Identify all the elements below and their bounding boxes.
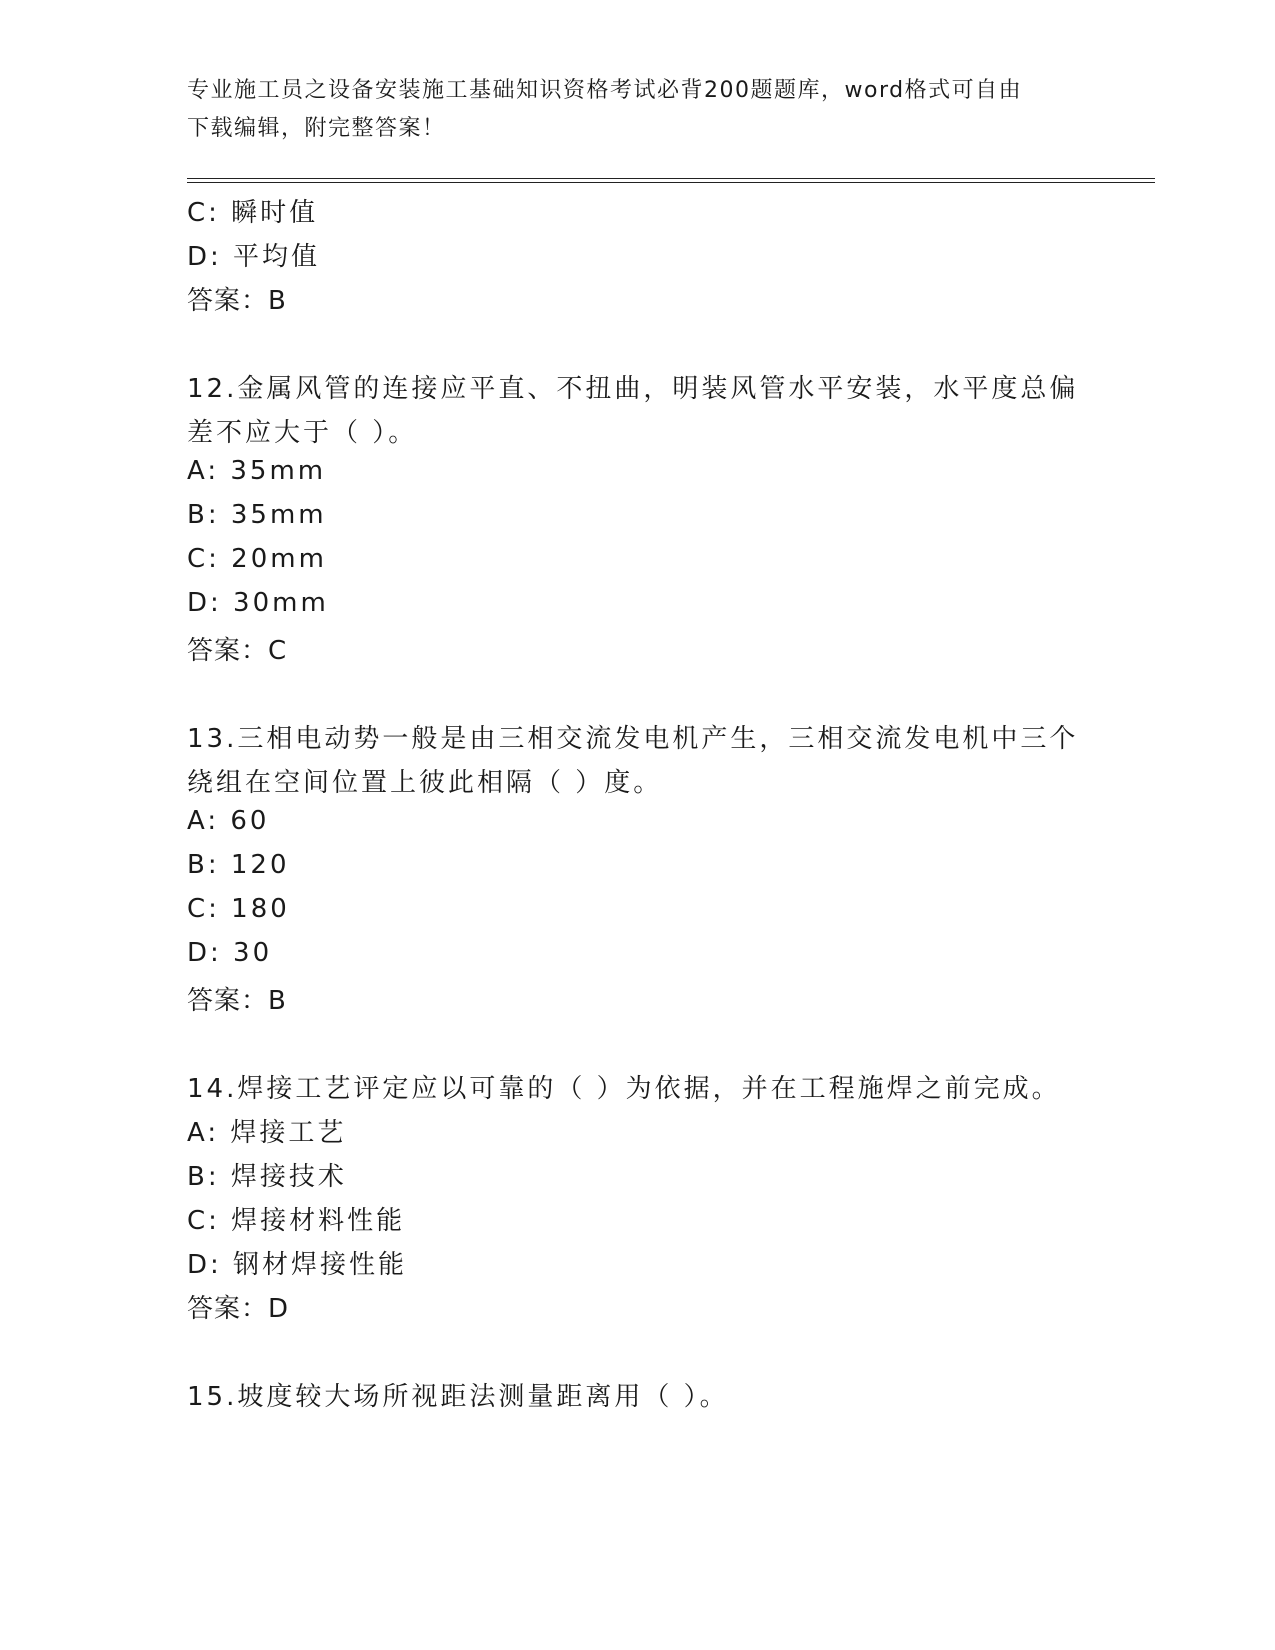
question-13-line1: 13.三相电动势一般是由三相交流发电机产生，三相交流发电机中三个	[187, 724, 1079, 754]
question-14: 14.焊接工艺评定应以可靠的（ ）为依据，并在工程施焊之前完成。	[187, 1074, 1061, 1104]
option-c-q11: C: 瞬时值	[187, 198, 319, 228]
option-c-q14: C: 焊接材料性能	[187, 1206, 406, 1236]
document-header: 专业施工员之设备安装施工基础知识资格考试必背200题题库，word格式可自由 下载编辑，附完整答案！	[187, 78, 1023, 141]
option-c-q12: C: 20mm	[187, 544, 327, 574]
option-a-q13: A: 60	[187, 806, 270, 836]
answer-q13: 答案：B	[187, 986, 287, 1016]
option-d-q14: D: 钢材焊接性能	[187, 1250, 408, 1280]
question-12-line2: 差不应大于（ ）。	[187, 418, 418, 448]
option-c-q13: C: 180	[187, 894, 290, 924]
option-a-q12: A: 35mm	[187, 456, 327, 486]
question-15: 15.坡度较大场所视距法测量距离用（ ）。	[187, 1382, 729, 1412]
option-b-q12: B: 35mm	[187, 500, 327, 530]
question-13-line2: 绕组在空间位置上彼此相隔（ ）度。	[187, 768, 663, 798]
option-b-q14: B: 焊接技术	[187, 1162, 347, 1192]
option-d-q12: D: 30mm	[187, 588, 329, 618]
option-d-q11: D: 平均值	[187, 242, 321, 272]
answer-q11: 答案：B	[187, 286, 287, 316]
answer-q14: 答案：D	[187, 1294, 290, 1324]
header-divider-bottom	[187, 182, 1155, 183]
header-divider-top	[187, 178, 1155, 179]
option-b-q13: B: 120	[187, 850, 290, 880]
question-12-line1: 12.金属风管的连接应平直、不扭曲，明装风管水平安装，水平度总偏	[187, 374, 1079, 404]
answer-q12: 答案：C	[187, 636, 288, 666]
option-d-q13: D: 30	[187, 938, 273, 968]
option-a-q14: A: 焊接工艺	[187, 1118, 347, 1148]
